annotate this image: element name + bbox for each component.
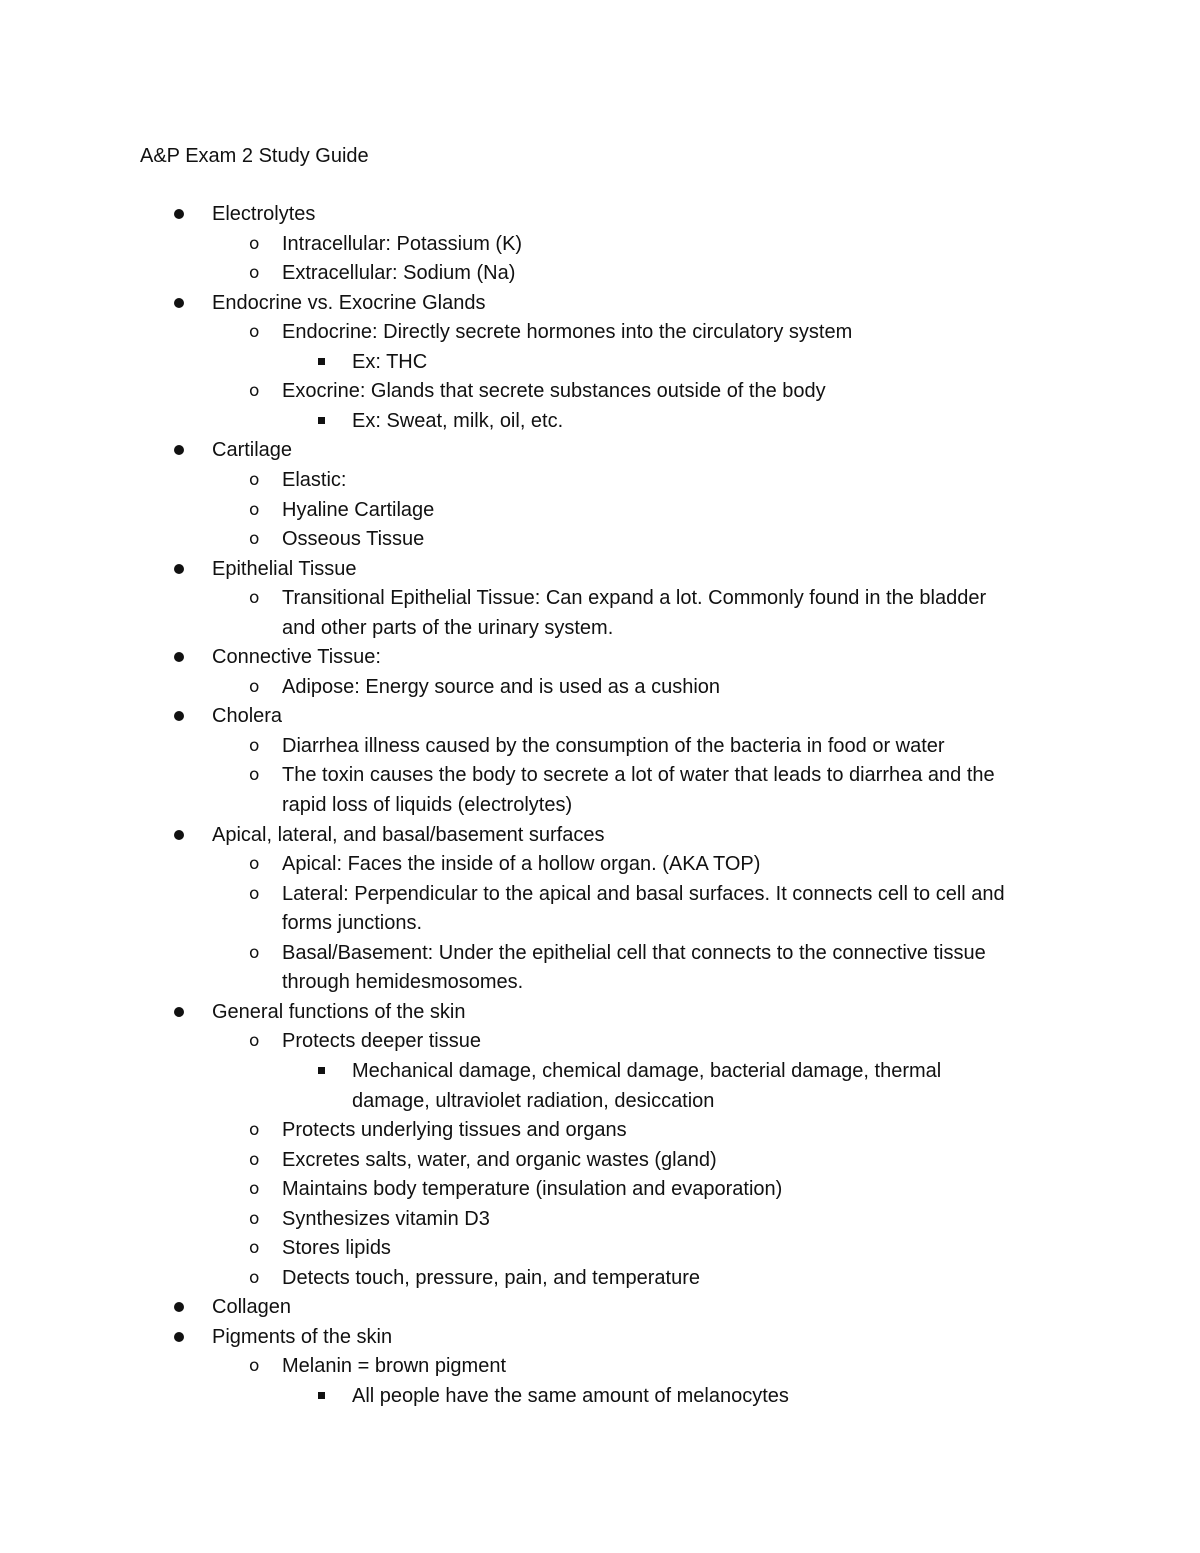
list-item (249, 526, 425, 552)
circle-marker: o (249, 322, 260, 343)
list-item (249, 585, 987, 611)
list-item-text: Transitional Epithelial Tissue: Can expand a lot. Commonly found in the bladder (282, 587, 987, 610)
list-item (249, 1117, 627, 1143)
list-item (212, 1324, 392, 1350)
circle-marker: o (249, 1179, 260, 1200)
list-item-text: rapid loss of liquids (electrolytes) (282, 794, 573, 816)
list-item-text: Cholera (212, 705, 283, 728)
list-item (212, 703, 282, 729)
list-item-text: Protects underlying tissues and organs (282, 1119, 627, 1142)
bullet-marker (174, 1007, 184, 1017)
bullet-marker (174, 711, 184, 721)
list-item (249, 260, 516, 286)
square-marker (318, 1067, 325, 1074)
bullet-marker (174, 830, 184, 840)
list-item-text: Hyaline Cartilage (282, 498, 435, 521)
list-item (212, 556, 357, 582)
bullet-marker (174, 1332, 184, 1342)
list-item (249, 733, 945, 759)
list-item-text: Connective Tissue: (212, 646, 381, 669)
circle-marker: o (249, 1267, 260, 1288)
circle-marker: o (249, 676, 260, 697)
list-item-text: All people have the same amount of melanocytes (352, 1385, 789, 1407)
list-item-continuation (282, 615, 613, 641)
list-item-text: forms junctions. (282, 912, 423, 935)
list-item (249, 1265, 701, 1291)
list-item-text: Lateral: Perpendicular to the apical and basal surfaces. It connects cell to cell and (282, 882, 1005, 905)
list-item (249, 1147, 717, 1173)
list-item-text: Epithelial Tissue (212, 557, 357, 580)
list-item-text: Intracellular: Potassium (K) (282, 232, 523, 255)
list-item-text: Basal/Basement: Under the epithelial cell that connects to the connective tissue (282, 941, 986, 964)
list-item-text: Excretes salts, water, and organic wastes (gland) (282, 1148, 717, 1171)
list-item (249, 497, 435, 523)
list-item-continuation (282, 910, 422, 936)
list-item-text: Detects touch, pressure, pain, and temperature (282, 1266, 701, 1289)
list-item (212, 999, 465, 1025)
circle-marker: o (249, 263, 260, 284)
list-item-text: Maintains body temperature (insulation and evaporation) (282, 1178, 783, 1201)
list-item (212, 290, 485, 316)
circle-marker: o (249, 1031, 260, 1052)
list-item-text: Exocrine: Glands that secrete substances outside of the body (282, 380, 826, 403)
square-marker (318, 1392, 325, 1399)
list-item-text: Endocrine vs. Exocrine Glands (212, 291, 486, 314)
list-item-text: Apical: Faces the inside of a hollow organ. (AKA TOP) (282, 853, 761, 876)
circle-marker: o (249, 381, 260, 402)
list-item-text: The toxin causes the body to secrete a lot of water that leads to diarrhea and the (282, 764, 995, 787)
circle-marker: o (249, 735, 260, 756)
list-item (249, 851, 761, 877)
list-item (352, 1383, 789, 1409)
circle-marker: o (249, 529, 260, 550)
list-item (249, 1353, 507, 1379)
circle-marker: o (249, 942, 260, 963)
circle-marker: o (249, 765, 260, 786)
list-item-text: Osseous Tissue (282, 528, 425, 551)
list-item (249, 762, 995, 788)
list-item-continuation (352, 1088, 714, 1114)
list-item (249, 940, 986, 966)
list-item (212, 822, 604, 848)
list-item-text: General functions of the skin (212, 1000, 466, 1023)
list-item-text: Ex: Sweat, milk, oil, etc. (352, 409, 564, 432)
list-item-text: damage, ultraviolet radiation, desiccation (352, 1089, 715, 1112)
list-item-text: Electrolytes (212, 203, 316, 225)
list-item-text: Extracellular: Sodium (Na) (282, 262, 516, 285)
list-item (249, 319, 853, 345)
circle-marker: o (249, 883, 260, 904)
circle-marker: o (249, 499, 260, 520)
bullet-marker (174, 1302, 184, 1312)
list-item-text: Melanin = brown pigment (282, 1355, 507, 1378)
list-item (249, 1176, 783, 1202)
list-item (212, 437, 292, 463)
circle-marker: o (249, 1238, 260, 1259)
circle-marker: o (249, 1208, 260, 1229)
list-item (249, 881, 1005, 907)
bullet-marker (174, 209, 184, 219)
list-item-text: Pigments of the skin (212, 1325, 393, 1348)
bullet-marker (174, 564, 184, 574)
circle-marker: o (249, 1356, 260, 1377)
bullet-marker (174, 652, 184, 662)
bullet-marker (174, 445, 184, 455)
list-item (249, 1206, 490, 1232)
list-item-text: Synthesizes vitamin D3 (282, 1207, 490, 1230)
list-item-text: and other parts of the urinary system. (282, 616, 614, 639)
list-item (249, 467, 347, 493)
square-marker (318, 417, 325, 424)
list-item (352, 1058, 941, 1084)
list-item (212, 201, 315, 227)
list-item-text: Collagen (212, 1296, 291, 1319)
circle-marker: o (249, 588, 260, 609)
list-item (352, 408, 563, 434)
list-item (352, 349, 427, 375)
list-item-text: through hemidesmosomes. (282, 971, 524, 994)
list-item (212, 644, 381, 670)
list-item (249, 378, 826, 404)
bullet-marker (174, 298, 184, 308)
list-item-text: Diarrhea illness caused by the consumption of the bacteria in food or water (282, 734, 945, 757)
circle-marker: o (249, 469, 260, 490)
list-item (249, 1235, 391, 1261)
list-item-continuation (282, 792, 572, 818)
square-marker (318, 358, 325, 365)
list-item-text: Stores lipids (282, 1237, 391, 1260)
circle-marker: o (249, 1120, 260, 1141)
list-item (212, 1294, 291, 1320)
list-item (249, 674, 721, 700)
list-item-text: Cartilage (212, 439, 293, 462)
list-item-text: Protects deeper tissue (282, 1030, 481, 1053)
list-item-text: Endocrine: Directly secrete hormones into the circulatory system (282, 321, 853, 344)
list-item (249, 231, 523, 257)
circle-marker: o (249, 854, 260, 875)
circle-marker: o (249, 233, 260, 254)
list-item-text: Mechanical damage, chemical damage, bacterial damage, thermal (352, 1059, 942, 1082)
list-item-text: Elastic: (282, 468, 347, 491)
list-item-text: Adipose: Energy source and is used as a cushion (282, 675, 721, 698)
list-item-text: Apical, lateral, and basal/basement surfaces (212, 823, 605, 846)
document-title: A&P Exam 2 Study Guide (140, 145, 369, 167)
list-item-text: Ex: THC (352, 350, 428, 373)
list-item (249, 1028, 481, 1054)
list-item-continuation (282, 969, 523, 995)
circle-marker: o (249, 1149, 260, 1170)
